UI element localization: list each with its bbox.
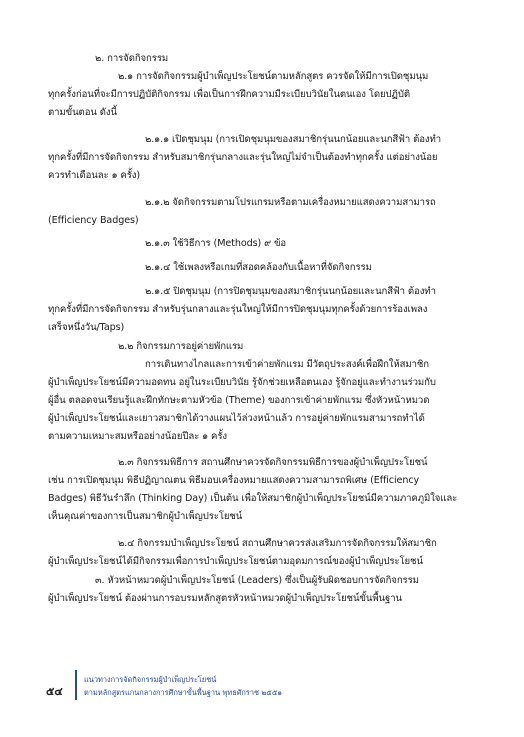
paragraph-line: Badges) พิธีวันรำลึก (Thinking Day) เป็นต้น เพื่อให้สมาชิกผู้บำเพ็ญประโยชน์มีความภาคภูมิใจและ xyxy=(48,493,458,504)
paragraph-line: ๒.๔ กิจกรรมบำเพ็ญประโยชน์ สถานศึกษาควรส่งเสริมการจัดกิจกรรมให้สมาชิก xyxy=(118,538,437,549)
paragraph-line: ๒.๓ กิจกรรมพิธีการ สถานศึกษาควรจัดกิจกรรมพิธีการของผู้บำเพ็ญประโยชน์ xyxy=(118,457,428,468)
section-heading-2: ๒. การจัดกิจกรรม xyxy=(95,53,169,64)
section-heading-3: ๓. หัวหน้าหมวดผู้บำเพ็ญประโยชน์ (Leaders) ซึ่งเป็นผู้รับผิดชอบการจัดกิจกรรม xyxy=(95,575,419,586)
page-number: ๕๔ xyxy=(46,685,63,698)
footer-title-line2: ตามหลักสูตรแกนกลางการศึกษาขั้นพื้นฐาน พุทธศักราช ๒๕๕๑ xyxy=(84,688,283,697)
subsection-heading: ๒.๒ กิจกรรมการอยู่ค่ายพักแรม xyxy=(118,341,244,352)
footer-divider xyxy=(75,670,77,700)
paragraph-line: เช่น การเปิดชุมนุม พิธีปฏิญาณตน พิธีมอบเครื่องหมายแสดงความสามารถพิเศษ (Efficiency xyxy=(48,475,420,486)
paragraph-line: ผู้อื่น ตลอดจนเรียนรู้และฝึกทักษะตามหัวข้อ (Theme) ของการเข้าค่ายพักแรม ซึ่งหัวหน้าหมวด xyxy=(48,395,430,406)
paragraph-line: ตามขั้นตอน ดังนี้ xyxy=(48,107,117,118)
paragraph-line: ทุกครั้งที่มีการจัดกิจกรรม สำหรับรุ่นกลางและรุ่นใหญ่ให้มีการปิดชุมนุมทุกครั้งด้วยการร้องเพลง xyxy=(48,304,428,315)
paragraph-line: ผู้บำเพ็ญประโยชน์และเยาวสมาชิกได้วางแผนไว้ล่วงหน้าแล้ว การอยู่ค่ายพักแรมสามารถทำได้ xyxy=(48,413,425,424)
paragraph-line: ผู้บำเพ็ญประโยชน์ได้มีกิจกรรมเพื่อการบำเพ็ญประโยชน์ตามอุดมการณ์ของผู้บำเพ็ญประโยชน์ xyxy=(48,556,423,567)
paragraph-line: ๒.๑.๕ ปิดชุมนุม (การปิดชุมนุมของสมาชิกรุ่นนกน้อยและนกสีฟ้า ต้องทำ xyxy=(145,286,436,297)
paragraph-line: ๒.๑.๓ ใช้วิธีการ (Methods) ๙ ข้อ xyxy=(145,238,287,249)
paragraph-line: ทุกครั้งที่มีการจัดกิจกรรม สำหรับสมาชิกรุ่นกลางและรุ่นใหญ่ไม่จำเป็นต้องทำทุกครั้ง แต่อย่างน้อย xyxy=(48,152,438,163)
paragraph-line: ตามความเหมาะสมหรืออย่างน้อยปีละ ๑ ครั้ง xyxy=(48,431,228,442)
paragraph-line: ๒.๑ การจัดกิจกรรมผู้บำเพ็ญประโยชน์ตามหลักสูตร ควรจัดให้มีการเปิดชุมนุม xyxy=(118,71,429,82)
paragraph-line: การเดินทางไกลและการเข้าค่ายพักแรม มีวัตถุประสงค์เพื่อฝึกให้สมาชิก xyxy=(145,359,429,370)
paragraph-line: ผู้บำเพ็ญประโยชน์ ต้องผ่านการอบรมหลักสูตรหัวหน้าหมวดผู้บำเพ็ญประโยชน์ขั้นพื้นฐาน xyxy=(48,593,402,604)
footer-title-line1: แนวทางการจัดกิจกรรมผู้บำเพ็ญประโยชน์ xyxy=(84,675,217,684)
paragraph-line: (Efficiency Badges) xyxy=(48,215,139,226)
paragraph-line: เห็นคุณค่าของการเป็นสมาชิกผู้บำเพ็ญประโยชน์ xyxy=(48,511,243,522)
paragraph-line: ๒.๑.๔ ใช้เพลงหรือเกมที่สอดคล้องกับเนื้อหาที่จัดกิจกรรม xyxy=(145,262,372,273)
paragraph-line: ๒.๑.๑ เปิดชุมนุม (การเปิดชุมนุมของสมาชิกรุ่นนกน้อยและนกสีฟ้า ต้องทำ xyxy=(145,134,442,145)
paragraph-line: ผู้บำเพ็ญประโยชน์มีความอดทน อยู่ในระเบียบวินัย รู้จักช่วยเหลือตนเอง รู้จักอยู่และทำงานร่วมกับ xyxy=(48,377,436,388)
paragraph-line: ทุกครั้งก่อนที่จะมีการปฏิบัติกิจกรรม เพื่อเป็นการฝึกความมีระเบียบวินัยในตนเอง โดยปฏิบัติ xyxy=(48,89,410,100)
paragraph-line: ๒.๑.๒ จัดกิจกรรมตามโปรแกรมหรือตามเครื่องหมายแสดงความสามารถ xyxy=(145,197,436,208)
paragraph-line: ควรทำเดือนละ ๑ ครั้ง) xyxy=(48,170,141,181)
paragraph-line: เสร็จหนึ่งวัน/Taps) xyxy=(48,322,125,333)
